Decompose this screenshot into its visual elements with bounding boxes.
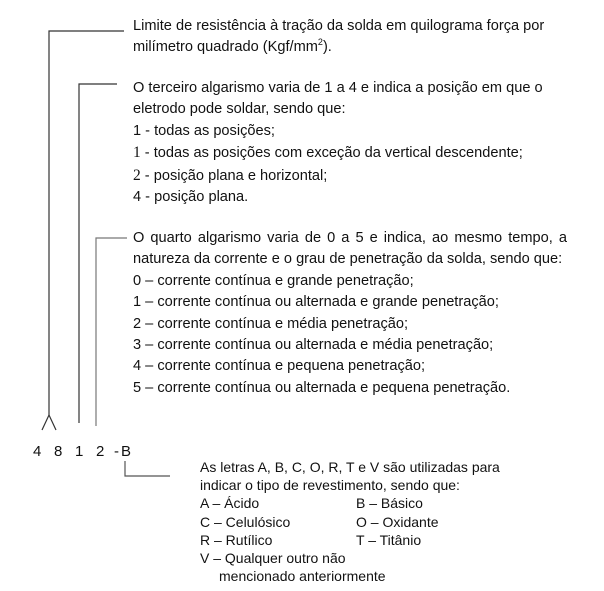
- coating-row: [200, 531, 600, 549]
- letter-description: [200, 458, 600, 585]
- current-item: 2 – corrente contínua e média penetração;: [133, 315, 409, 332]
- current-item: 5 – corrente contínua ou alternada e pequena penetração.: [133, 379, 511, 396]
- coating-row: [200, 513, 600, 531]
- fourth-digit-intro: O quarto algarismo varia de 0 a 5 e indica, ao mesmo tempo, a natureza da corrente e o grau de penetração da solda, sendo que:: [133, 230, 567, 268]
- position-item: 1 - todas as posições;: [133, 122, 275, 139]
- code-digit: 2: [96, 443, 105, 460]
- code-digit: 1: [75, 443, 84, 460]
- code-digit: 4: [33, 443, 42, 460]
- letter-intro: As letras A, B, C, O, R, T e V são utilizadas para: [200, 459, 500, 475]
- code-digit: 8: [54, 443, 63, 460]
- coating-row: [200, 494, 600, 512]
- coating-item-other-cont: mencionado anteriormente: [219, 568, 386, 585]
- third-digit-intro: O terceiro algarismo varia de 1 a 4 e indica a posição em que o: [133, 80, 543, 96]
- position-item: 4 - posição plana.: [133, 189, 249, 206]
- position-item: 2 - posição plana e horizontal;: [133, 166, 328, 184]
- connector-third-digit: [79, 84, 117, 423]
- first-digits-line: milímetro quadrado $(Kgf/mm^2)$.: [133, 37, 332, 56]
- current-item: 0 – corrente contínua e grande penetração;: [133, 272, 414, 289]
- position-item: 1 - todas as posições com exceção da vertical descendente;: [133, 144, 523, 162]
- current-item: 3 – corrente contínua ou alternada e média penetração;: [133, 337, 494, 354]
- first-digits-line: Limite de resistência à tração da solda em quilograma força por: [133, 18, 545, 34]
- third-digit-description: [133, 78, 543, 208]
- coating-item: C – Celulósico: [200, 513, 291, 530]
- third-digit-intro: eletrodo pode soldar, sendo que:: [133, 101, 346, 118]
- coating-item-other: V – Qualquer outro não: [200, 550, 346, 567]
- first-digits-description: [133, 16, 544, 59]
- current-item: 4 – corrente contínua e pequena penetração;: [133, 358, 426, 375]
- coating-item: O – Oxidante: [356, 513, 439, 530]
- connector-first-digits: [49, 31, 124, 415]
- coating-item: B – Básico: [356, 495, 423, 512]
- coating-item: T – Titânio: [356, 531, 422, 548]
- coating-item: R – Rutílico: [200, 531, 273, 548]
- fourth-digit-description: [133, 228, 567, 399]
- current-item: 1 – corrente contínua ou alternada e grande penetração;: [133, 294, 499, 311]
- code-hyphen: -: [114, 443, 119, 460]
- connector-fork: [42, 415, 56, 430]
- connector-fourth-digit: [96, 238, 127, 426]
- letter-intro: indicar o tipo de revestimento, sendo que:: [200, 477, 460, 494]
- coating-item: A – Ácido: [200, 495, 260, 512]
- connector-letter: [125, 461, 170, 476]
- code-letter: B: [121, 443, 132, 460]
